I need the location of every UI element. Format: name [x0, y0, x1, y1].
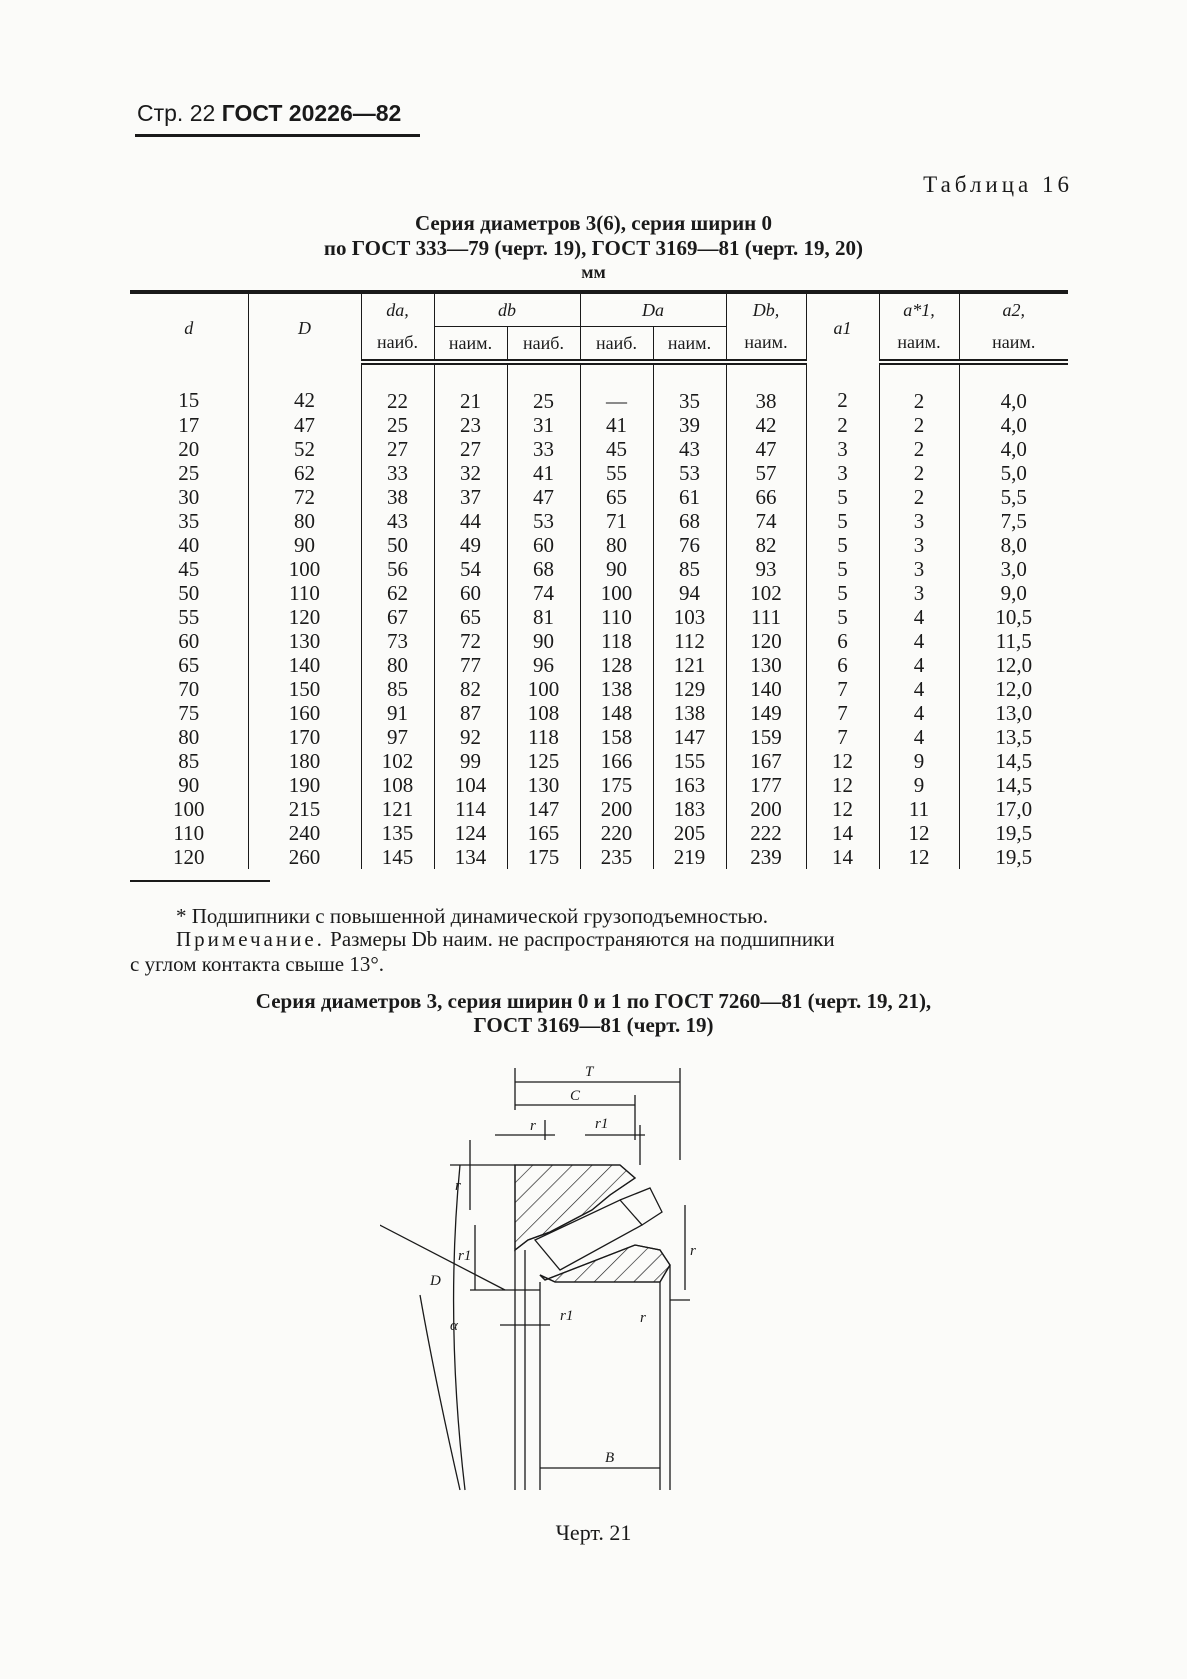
table-cell: 47 [248, 413, 361, 437]
table-cell: 9 [879, 773, 959, 797]
table-cell: 94 [653, 581, 726, 605]
drawing-caption-line1: Серия диаметров 3, серия ширин 0 и 1 по ГОСТ 7260—81 (черт. 19, 21), [255, 989, 932, 1013]
col-Db: Db, [726, 292, 806, 327]
table-cell: 260 [248, 845, 361, 869]
label-alpha: α [450, 1318, 458, 1334]
table-cell: 8,0 [1000, 533, 1027, 557]
table-cell: 147 [653, 725, 726, 749]
table-cell: 111 [726, 605, 806, 629]
table-cell: 82 [434, 677, 507, 701]
table-cell: 110 [130, 821, 248, 845]
table-cell: 25 [130, 461, 248, 485]
col-Db-sub: наим. [726, 327, 806, 363]
table-cell: 90 [580, 557, 653, 581]
table-cell: 67 [361, 605, 434, 629]
table-cell: 40 [130, 533, 248, 557]
table-cell: 100 [248, 557, 361, 581]
table-cell: 70 [130, 677, 248, 701]
table-cell: 190 [248, 773, 361, 797]
table-cell: 45 [580, 437, 653, 461]
table-row [130, 605, 1068, 629]
col-da-sub: наиб. [361, 327, 434, 363]
table-cell: 220 [580, 821, 653, 845]
col-Da: Da [580, 292, 726, 327]
table-cell: 4 [879, 725, 959, 749]
table-cell: 31 [507, 413, 580, 437]
label-C: C [570, 1088, 581, 1104]
table-cell: 60 [507, 533, 580, 557]
table-cell: 219 [653, 845, 726, 869]
col-db-min: наим. [434, 327, 507, 363]
table-cell: 147 [507, 797, 580, 821]
table-cell: 19,5 [995, 845, 1033, 869]
table-cell: 12 [806, 749, 879, 773]
table-cell: 165 [507, 821, 580, 845]
table-row [130, 725, 1068, 749]
table-cell: 100 [507, 677, 580, 701]
table-cell: 30 [130, 485, 248, 509]
col-a1star-sub: наим. [879, 327, 959, 363]
table-cell: 166 [580, 749, 653, 773]
table-cell: 3 [879, 581, 959, 605]
table-cell: 134 [434, 845, 507, 869]
table-cell: 5 [806, 509, 879, 533]
table-cell: 80 [361, 653, 434, 677]
table-cell: 14,5 [995, 773, 1033, 797]
label-r1-bottom: r1 [560, 1308, 574, 1324]
table-cell: 5 [806, 485, 879, 509]
table-cell: 12,0 [995, 677, 1033, 701]
table-cell: 104 [434, 773, 507, 797]
table-cell: 129 [653, 677, 726, 701]
table-cell: 92 [434, 725, 507, 749]
table-cell: 120 [130, 845, 248, 869]
table-cell: 239 [726, 845, 806, 869]
table-cell: 53 [507, 509, 580, 533]
table-cell: 32 [434, 461, 507, 485]
table-cell: 17 [130, 413, 248, 437]
note-text2: с углом контакта свыше 13°. [130, 952, 385, 976]
col-Da-max: наиб. [580, 327, 653, 363]
table-cell: 43 [653, 437, 726, 461]
table-cell: 160 [248, 701, 361, 725]
table-caption-line1: Серия диаметров 3(6), серия ширин 0 [414, 211, 773, 235]
table-cell: 11 [879, 797, 959, 821]
table-cell: 87 [434, 701, 507, 725]
table-cell: 72 [434, 629, 507, 653]
table-cell: 53 [653, 461, 726, 485]
table-cell: 12 [806, 797, 879, 821]
table-cell: 12,0 [995, 653, 1033, 677]
table-cell: 158 [580, 725, 653, 749]
table-cell: 42 [726, 413, 806, 437]
table-row [130, 461, 1068, 485]
table-cell: 7,5 [1000, 509, 1027, 533]
table-cell: 4,0 [1000, 437, 1027, 461]
table-cell: 3 [879, 557, 959, 581]
table-cell: 14,5 [995, 749, 1033, 773]
table-cell: 74 [507, 581, 580, 605]
table-cell: 23 [434, 413, 507, 437]
table-cell: 10,5 [995, 605, 1033, 629]
label-r-bottom: r [640, 1310, 646, 1326]
table-cell: 110 [580, 605, 653, 629]
table-cell: 138 [580, 677, 653, 701]
table-cell: 150 [248, 677, 361, 701]
table-cell: 155 [653, 749, 726, 773]
label-r-top: r [530, 1118, 536, 1134]
table-cell: 12 [879, 821, 959, 845]
table-row [130, 797, 1068, 821]
label-r1-top: r1 [595, 1116, 609, 1132]
table-cell: 62 [248, 461, 361, 485]
table-cell: 177 [726, 773, 806, 797]
table-cell: 140 [726, 677, 806, 701]
table-cell: 167 [726, 749, 806, 773]
table-cell: 5,0 [1000, 461, 1027, 485]
table-cell: 49 [434, 533, 507, 557]
label-r1-left: r1 [458, 1248, 472, 1264]
table-cell: 205 [653, 821, 726, 845]
table-cell: 25 [361, 413, 434, 437]
table-cell: 4 [879, 653, 959, 677]
table-row [130, 485, 1068, 509]
table-cell: 135 [361, 821, 434, 845]
table-cell: 4 [879, 677, 959, 701]
table-cell: 97 [361, 725, 434, 749]
table-cell: 17,0 [995, 797, 1033, 821]
table-cell: 5 [806, 557, 879, 581]
table-cell: 45 [130, 557, 248, 581]
table-cell: 13,0 [995, 701, 1033, 725]
table-cell: 20 [130, 437, 248, 461]
table-cell: 222 [726, 821, 806, 845]
table-cell: 118 [580, 629, 653, 653]
table-cell: 100 [130, 797, 248, 821]
page-header [137, 100, 401, 127]
table-cell: 108 [361, 773, 434, 797]
label-T: T [585, 1064, 594, 1080]
table-cell: 25 [507, 362, 580, 413]
table-cell: 103 [653, 605, 726, 629]
label-D: D [430, 1273, 441, 1289]
table-cell: 108 [507, 701, 580, 725]
table-row [130, 773, 1068, 797]
table-cell: 7 [806, 725, 879, 749]
table-cell: 11,5 [995, 629, 1032, 653]
table-cell: 85 [361, 677, 434, 701]
table-cell: 68 [653, 509, 726, 533]
table-cell: 74 [726, 509, 806, 533]
header-rule [135, 134, 420, 137]
col-da: da, [361, 292, 434, 327]
table-cell: 75 [130, 701, 248, 725]
table-row [130, 437, 1068, 461]
table-cell: 121 [653, 653, 726, 677]
table-cell: 54 [434, 557, 507, 581]
table-cell: 4 [879, 701, 959, 725]
col-a1: a1 [806, 292, 879, 362]
table-cell: 80 [248, 509, 361, 533]
table-cell: 2 [806, 413, 879, 437]
table-cell: 240 [248, 821, 361, 845]
table-cell: 82 [726, 533, 806, 557]
table-cell: 60 [434, 581, 507, 605]
table-cell: 125 [507, 749, 580, 773]
table-cell: 80 [580, 533, 653, 557]
table-cell: 56 [361, 557, 434, 581]
table-cell: 9,0 [1000, 581, 1027, 605]
table-cell: 50 [130, 581, 248, 605]
col-a2: a2, [1002, 299, 1025, 320]
table-cell: 21 [434, 362, 507, 413]
table-cell: 93 [726, 557, 806, 581]
table-row [130, 677, 1068, 701]
table-cell: 85 [653, 557, 726, 581]
table-cell: 130 [507, 773, 580, 797]
table-row [130, 701, 1068, 725]
table-cell: 2 [879, 437, 959, 461]
table-cell: 4,0 [1000, 413, 1027, 437]
table-row [130, 533, 1068, 557]
table-cell: 60 [130, 629, 248, 653]
table-cell: 14 [806, 821, 879, 845]
table-cell: 91 [361, 701, 434, 725]
table-cell: 163 [653, 773, 726, 797]
table-label: Таблица 16 [923, 172, 1073, 197]
table-cell: 138 [653, 701, 726, 725]
table-cell: 2 [879, 485, 959, 509]
table-cell: 90 [248, 533, 361, 557]
table-cell: 65 [434, 605, 507, 629]
table-cell: 200 [726, 797, 806, 821]
table-cell: 14 [806, 845, 879, 869]
table-cell: 102 [361, 749, 434, 773]
table-cell: 61 [653, 485, 726, 509]
table-cell: 2 [879, 413, 959, 437]
table-cell: 47 [726, 437, 806, 461]
table-cell: 47 [507, 485, 580, 509]
table-cell: 66 [726, 485, 806, 509]
table-cell: 140 [248, 653, 361, 677]
table-cell: 215 [248, 797, 361, 821]
table-cell: 149 [726, 701, 806, 725]
table-cell: 3 [806, 437, 879, 461]
table-cell: 73 [361, 629, 434, 653]
table-cell: 27 [434, 437, 507, 461]
table-cell: 112 [653, 629, 726, 653]
table-cell: 33 [361, 461, 434, 485]
table-cell: 7 [806, 701, 879, 725]
table-bottom-rule [130, 880, 270, 882]
table-row [130, 653, 1068, 677]
table-cell: 110 [248, 581, 361, 605]
note-text: Размеры Db наим. не распространяются на подшипники [330, 927, 835, 951]
table-row [130, 629, 1068, 653]
table-cell: 57 [726, 461, 806, 485]
table-cell: 145 [361, 845, 434, 869]
table-cell: 71 [580, 509, 653, 533]
col-a2-sub: наим. [959, 327, 1068, 363]
table-cell: 77 [434, 653, 507, 677]
table-cell: 130 [726, 653, 806, 677]
table-cell: 3 [806, 461, 879, 485]
table-cell: 55 [580, 461, 653, 485]
footnote: * Подшипники с повышенной динамической грузоподъемностью. [176, 904, 769, 928]
table-cell: 7 [806, 677, 879, 701]
table-cell: 124 [434, 821, 507, 845]
drawing-caption-line2: ГОСТ 3169—81 (черт. 19) [473, 1013, 714, 1037]
table-cell: 9 [879, 749, 959, 773]
table-cell: 3 [879, 509, 959, 533]
table-cell: 120 [248, 605, 361, 629]
table-cell: 128 [580, 653, 653, 677]
table-cell: — [580, 362, 653, 413]
col-db-max: наиб. [507, 327, 580, 363]
table-row [130, 413, 1068, 437]
table-cell: 12 [879, 845, 959, 869]
table-cell: 72 [248, 485, 361, 509]
table-cell: 55 [130, 605, 248, 629]
note [176, 927, 1066, 952]
table-cell: 100 [580, 581, 653, 605]
table-cell: 65 [130, 653, 248, 677]
col-Da-min: наим. [653, 327, 726, 363]
table-cell: 2 [879, 362, 959, 413]
label-r-right: r [690, 1243, 696, 1259]
table-cell: 4 [879, 629, 959, 653]
table-cell: 62 [361, 581, 434, 605]
table-cell: 5 [806, 581, 879, 605]
table-cell: 76 [653, 533, 726, 557]
label-B: B [605, 1450, 615, 1466]
table-cell: 41 [507, 461, 580, 485]
table-cell: 200 [580, 797, 653, 821]
table-cell: 180 [248, 749, 361, 773]
table-cell: 81 [507, 605, 580, 629]
table-row [130, 749, 1068, 773]
table-cell: 80 [130, 725, 248, 749]
table-cell: 2 [806, 362, 879, 413]
table-cell: 6 [806, 629, 879, 653]
table-cell: 65 [580, 485, 653, 509]
table-row [130, 821, 1068, 845]
table-cell: 35 [653, 362, 726, 413]
table-cell: 118 [507, 725, 580, 749]
table-cell: 175 [580, 773, 653, 797]
table-cell: 170 [248, 725, 361, 749]
table-caption-line2: по ГОСТ 333—79 (черт. 19), ГОСТ 3169—81 (черт. 19, 20) [323, 236, 864, 260]
table-cell: 96 [507, 653, 580, 677]
table-row [130, 581, 1068, 605]
table-cell: 41 [580, 413, 653, 437]
table-cell: 12 [806, 773, 879, 797]
table-cell: 159 [726, 725, 806, 749]
table-cell: 38 [726, 362, 806, 413]
table-cell: 85 [130, 749, 248, 773]
table-cell: 38 [361, 485, 434, 509]
col-a1star: a*1, [879, 292, 959, 327]
table-cell: 68 [507, 557, 580, 581]
table-cell: 6 [806, 653, 879, 677]
table-cell: 4,0 [1000, 389, 1027, 413]
table-cell: 130 [248, 629, 361, 653]
table-cell: 39 [653, 413, 726, 437]
table-cell: 44 [434, 509, 507, 533]
dimensions-table [130, 290, 1068, 869]
label-r-left: r [455, 1178, 461, 1194]
col-D: D [248, 292, 361, 362]
table-cell: 33 [507, 437, 580, 461]
table-cell: 5 [806, 533, 879, 557]
col-d: d [130, 292, 248, 362]
table-cell: 3,0 [1000, 557, 1027, 581]
table-cell: 235 [580, 845, 653, 869]
table-cell: 35 [130, 509, 248, 533]
table-cell: 2 [879, 461, 959, 485]
table-cell: 5,5 [1000, 485, 1027, 509]
table-cell: 15 [130, 362, 248, 413]
table-cell: 121 [361, 797, 434, 821]
table-cell: 90 [130, 773, 248, 797]
table-cell: 4 [879, 605, 959, 629]
bearing-drawing [380, 1060, 720, 1510]
table-cell: 175 [507, 845, 580, 869]
table-units: мм [581, 262, 606, 282]
table-cell: 102 [726, 581, 806, 605]
table-row [130, 509, 1068, 533]
page-number: Стр. 22 [137, 100, 216, 126]
table-cell: 5 [806, 605, 879, 629]
table-cell: 13,5 [995, 725, 1033, 749]
table-cell: 27 [361, 437, 434, 461]
table-cell: 43 [361, 509, 434, 533]
table-cell: 37 [434, 485, 507, 509]
table-cell: 183 [653, 797, 726, 821]
col-db: db [434, 292, 580, 327]
table-cell: 99 [434, 749, 507, 773]
table-cell: 50 [361, 533, 434, 557]
table-cell: 22 [361, 362, 434, 413]
table-cell: 19,5 [995, 821, 1033, 845]
table-cell: 114 [434, 797, 507, 821]
note-label: Примечание. [176, 927, 325, 951]
table-cell: 42 [248, 362, 361, 413]
table-cell: 52 [248, 437, 361, 461]
figure-caption: Черт. 21 [555, 1520, 632, 1545]
table-row [130, 362, 1068, 413]
table-row [130, 557, 1068, 581]
table-cell: 148 [580, 701, 653, 725]
table-cell: 90 [507, 629, 580, 653]
table-cell: 3 [879, 533, 959, 557]
standard-number: ГОСТ 20226—82 [221, 100, 402, 126]
table-cell: 120 [726, 629, 806, 653]
table-row [130, 845, 1068, 869]
